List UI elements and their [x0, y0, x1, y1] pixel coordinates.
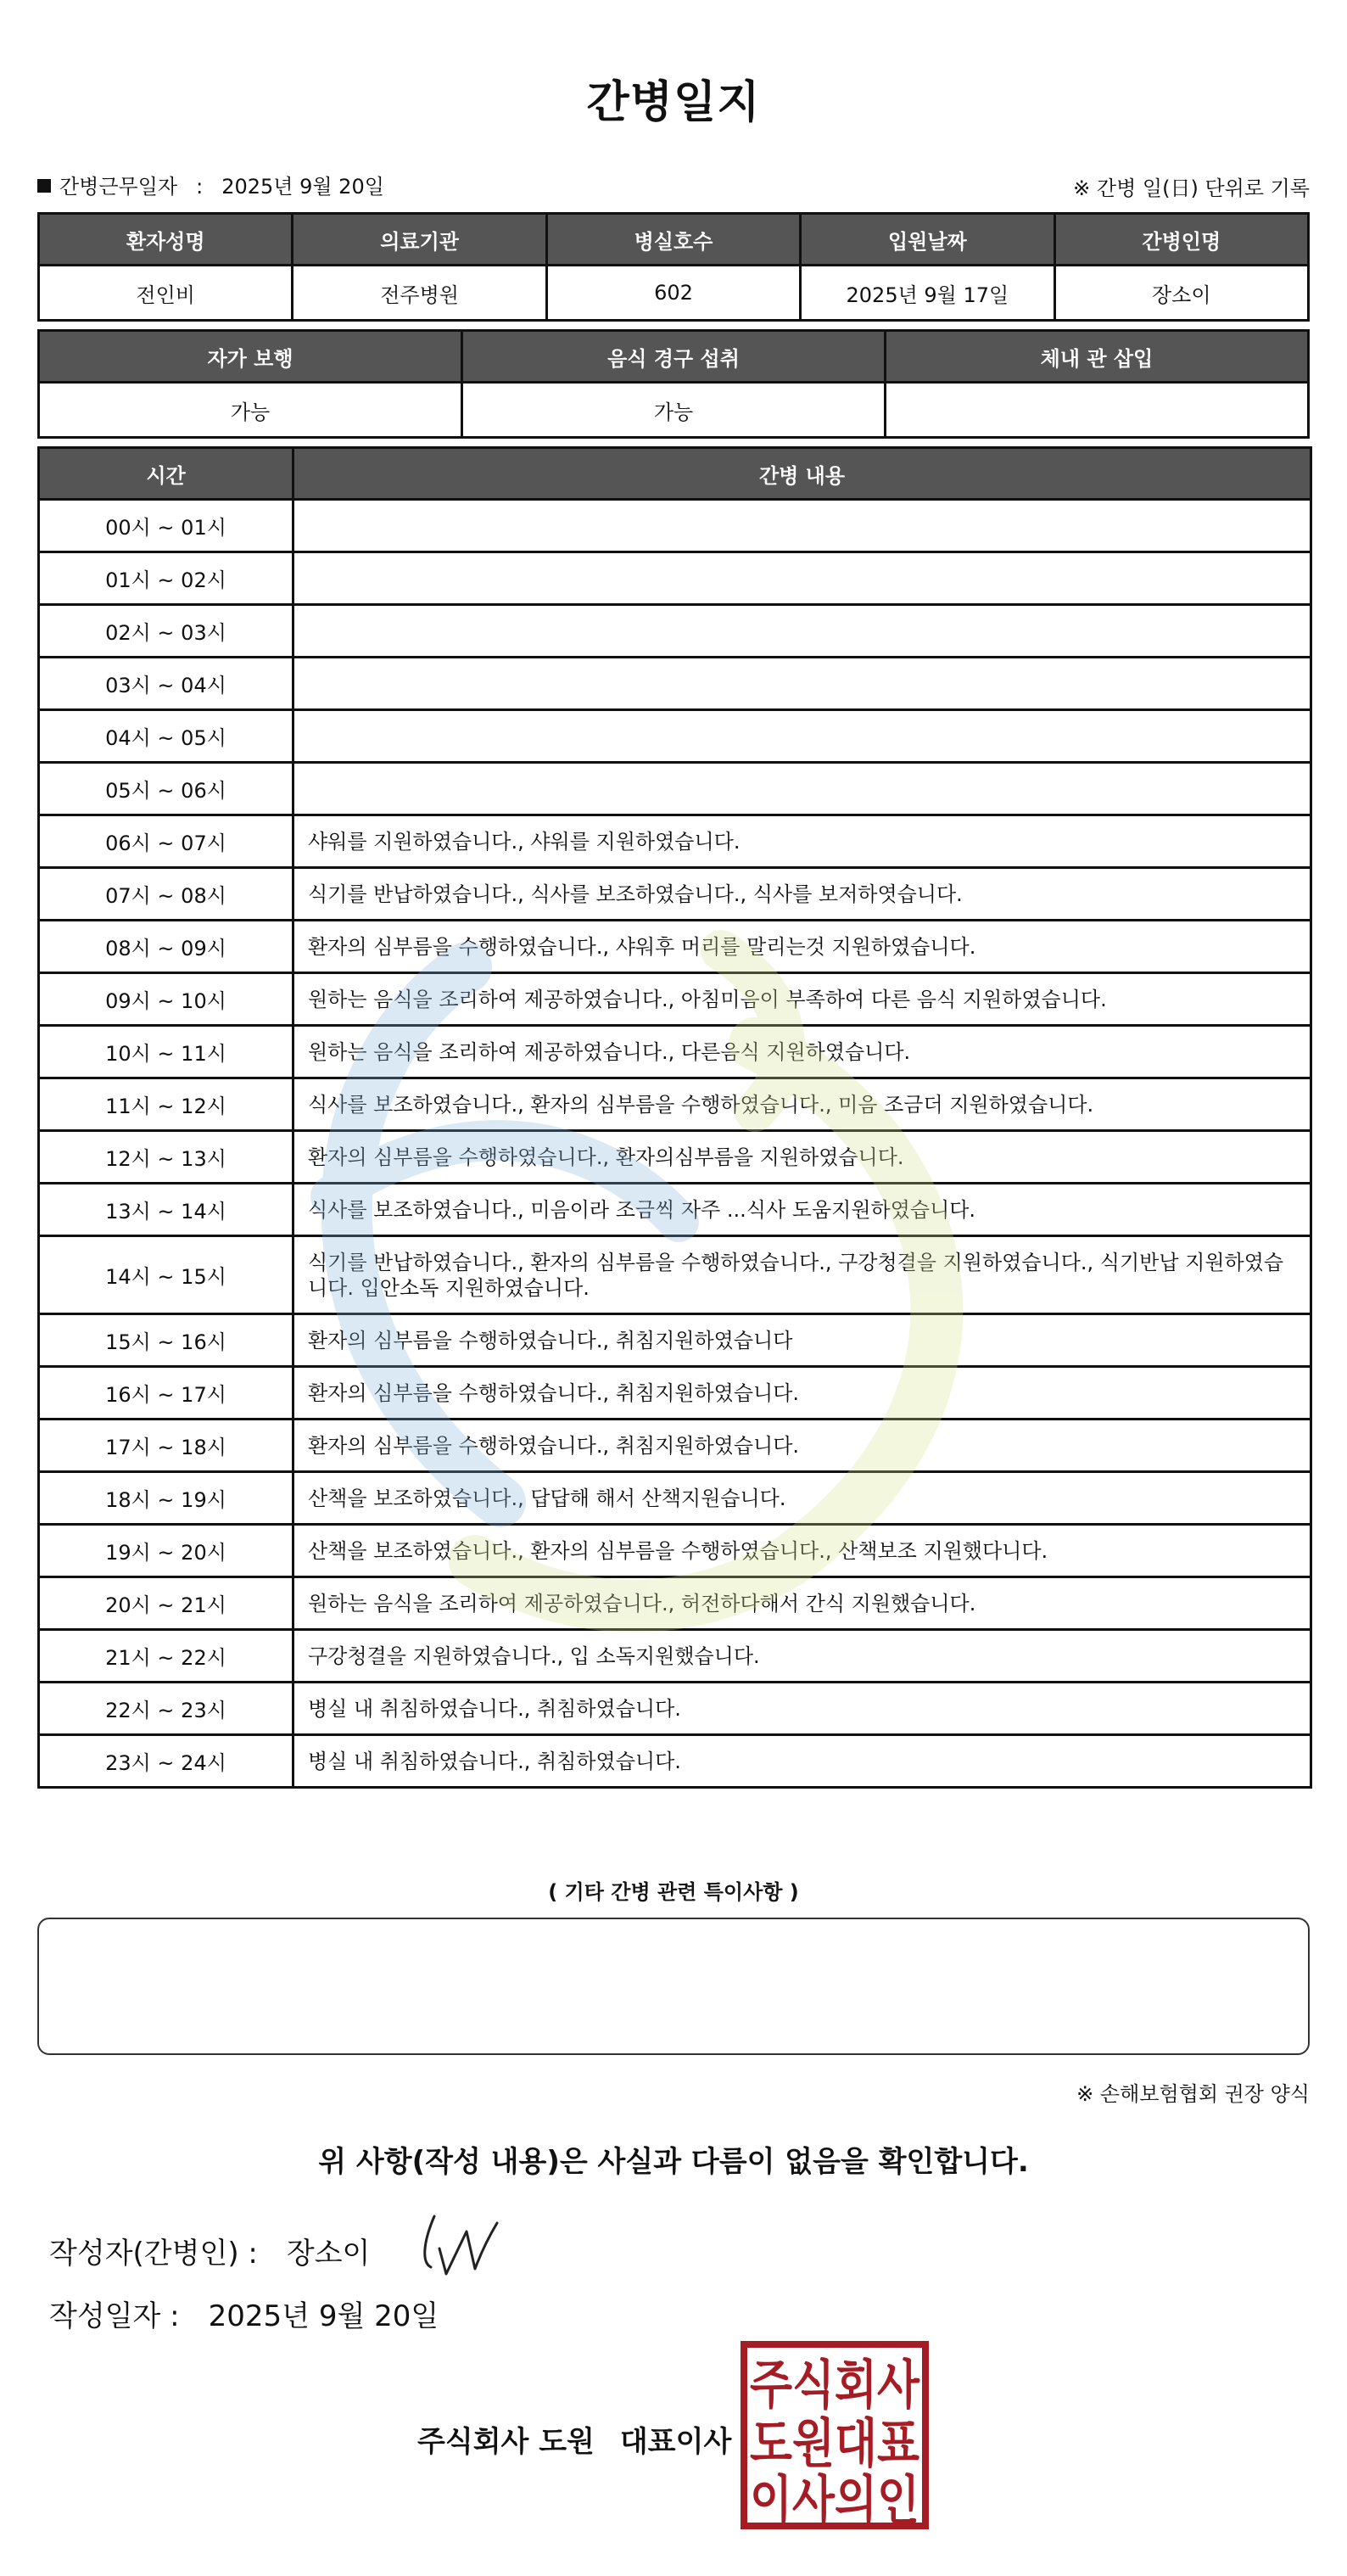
- log-time-cell: 11시 ~ 12시: [39, 1078, 293, 1131]
- log-time-cell: 05시 ~ 06시: [39, 763, 293, 815]
- log-content-cell: 원하는 음식을 조리하여 제공하였습니다., 아침미음이 부족하여 다른 음식 지원하였습니다.: [293, 973, 1311, 1026]
- seal-line-1: 주식회사: [750, 2354, 920, 2416]
- table-row: [39, 658, 1311, 710]
- company-line: [417, 2418, 731, 2460]
- patient-info-table: [37, 212, 1310, 322]
- log-time-cell: 15시 ~ 16시: [39, 1314, 293, 1367]
- log-content-cell: [293, 605, 1311, 658]
- table-row: [39, 1367, 1311, 1420]
- table-row: [39, 1026, 1311, 1078]
- header-tube-insertion: 체내 관 삽입: [886, 331, 1309, 383]
- table-row: [39, 1683, 1311, 1735]
- care-log-body: [39, 500, 1311, 1788]
- unit-note: ※ 간병 일(日) 단위로 기록: [1073, 176, 1310, 200]
- company-title: 대표이사: [619, 2425, 732, 2459]
- log-time-cell: 19시 ~ 20시: [39, 1525, 293, 1577]
- log-content-cell: 식사를 보조하였습니다., 환자의 심부름을 수행하였습니다., 미음 조금더 지원하였습니다.: [293, 1078, 1311, 1131]
- admission-date: 2025년 9월 17일: [801, 266, 1054, 321]
- log-content-cell: 환자의 심부름을 수행하였습니다., 환자의심부름을 지원하였습니다.: [293, 1131, 1311, 1184]
- status-value-row: [39, 383, 1309, 438]
- log-time-cell: 10시 ~ 11시: [39, 1026, 293, 1078]
- writer-name: 장소이: [286, 2237, 371, 2271]
- log-time-cell: 04시 ~ 05시: [39, 710, 293, 763]
- table-row: [39, 1577, 1311, 1630]
- caregiver-name: 장소이: [1054, 266, 1308, 321]
- log-content-cell: 식기를 반납하였습니다., 식사를 보조하였습니다., 식사를 보저하엿습니다.: [293, 868, 1311, 921]
- header-care-content: 간병 내용: [293, 448, 1311, 500]
- log-content-cell: [293, 763, 1311, 815]
- log-time-cell: 14시 ~ 15시: [39, 1236, 293, 1314]
- log-time-cell: 23시 ~ 24시: [39, 1735, 293, 1788]
- log-time-cell: 16시 ~ 17시: [39, 1367, 293, 1420]
- log-time-cell: 17시 ~ 18시: [39, 1420, 293, 1472]
- log-content-cell: 식사를 보조하였습니다., 미음이라 조금씩 자주 ...식사 도움지원하였습니다.: [293, 1184, 1311, 1236]
- log-content-cell: 원하는 음식을 조리하여 제공하였습니다., 허전하다해서 간식 지원했습니다.: [293, 1577, 1311, 1630]
- writer-label: 작성자(간병인) :: [49, 2237, 258, 2271]
- table-row: [39, 815, 1311, 868]
- log-content-cell: [293, 500, 1311, 552]
- written-date-value: 2025년 9월 20일: [208, 2299, 439, 2333]
- table-row: [39, 868, 1311, 921]
- log-time-cell: 12시 ~ 13시: [39, 1131, 293, 1184]
- notes-title: ( 기타 간병 관련 특이사항 ): [548, 1880, 799, 1904]
- header-patient-name: 환자성명: [39, 214, 293, 266]
- log-time-cell: 06시 ~ 07시: [39, 815, 293, 868]
- log-content-cell: 환자의 심부름을 수행하였습니다., 취침지원하였습니다.: [293, 1367, 1311, 1420]
- table-row: [39, 1525, 1311, 1577]
- table-row: [39, 1630, 1311, 1683]
- seal-line-3: 이사의인: [750, 2469, 919, 2531]
- work-date-value: 2025년 9월 20일: [221, 175, 384, 199]
- tube-insertion-value: [886, 383, 1309, 438]
- header-caregiver-name: 간병인명: [1054, 214, 1308, 266]
- log-time-cell: 09시 ~ 10시: [39, 973, 293, 1026]
- log-time-cell: 01시 ~ 02시: [39, 552, 293, 605]
- log-time-cell: 07시 ~ 08시: [39, 868, 293, 921]
- log-time-cell: 22시 ~ 23시: [39, 1683, 293, 1735]
- log-content-cell: 환자의 심부름을 수행하였습니다., 샤워후 머리를 말리는것 지원하였습니다.: [293, 921, 1311, 973]
- writer-line: [49, 2230, 370, 2271]
- log-content-cell: 산책을 보조하였습니다., 답답해 해서 산책지원습니다.: [293, 1472, 1311, 1525]
- signature-icon: [416, 2206, 509, 2282]
- hospital-name: 전주병원: [293, 266, 546, 321]
- room-number: 602: [546, 266, 800, 321]
- log-time-cell: 20시 ~ 21시: [39, 1577, 293, 1630]
- self-walking-value: 가능: [39, 383, 462, 438]
- written-date-label: 작성일자 :: [49, 2299, 180, 2333]
- work-date-line: [37, 170, 384, 199]
- recommend-note: ※ 손해보험협회 권장 양식: [1076, 2082, 1310, 2106]
- patient-status-table: [37, 329, 1310, 439]
- log-content-cell: [293, 552, 1311, 605]
- notes-box: [37, 1918, 1310, 2055]
- log-content-cell: [293, 710, 1311, 763]
- table-row: [39, 500, 1311, 552]
- care-log-table: [37, 446, 1312, 1789]
- header-admission-date: 입원날짜: [801, 214, 1054, 266]
- log-time-cell: 21시 ~ 22시: [39, 1630, 293, 1683]
- patient-info-value-row: [39, 266, 1309, 321]
- log-time-cell: 02시 ~ 03시: [39, 605, 293, 658]
- table-row: [39, 1236, 1311, 1314]
- header-oral-intake: 음식 경구 섭취: [462, 331, 886, 383]
- log-content-cell: 환자의 심부름을 수행하였습니다., 취침지원하였습니다.: [293, 1420, 1311, 1472]
- log-time-cell: 08시 ~ 09시: [39, 921, 293, 973]
- log-content-cell: 샤워를 지원하였습니다., 샤워를 지원하였습니다.: [293, 815, 1311, 868]
- table-row: [39, 605, 1311, 658]
- log-content-cell: 병실 내 취침하였습니다., 취침하였습니다.: [293, 1683, 1311, 1735]
- log-time-cell: 00시 ~ 01시: [39, 500, 293, 552]
- company-seal-stamp: [740, 2340, 930, 2530]
- table-row: [39, 1735, 1311, 1788]
- patient-info-header-row: [39, 214, 1309, 266]
- table-row: [39, 1472, 1311, 1525]
- header-self-walking: 자가 보행: [39, 331, 462, 383]
- table-row: [39, 921, 1311, 973]
- company-name: 주식회사 도원: [417, 2425, 595, 2459]
- patient-name: 전인비: [39, 266, 293, 321]
- table-row: [39, 710, 1311, 763]
- confirmation-statement: 위 사항(작성 내용)은 사실과 다름이 없음을 확인합니다.: [318, 2145, 1029, 2179]
- document-title: 간병일지: [586, 77, 761, 128]
- log-content-cell: 환자의 심부름을 수행하였습니다., 취침지원하였습니다: [293, 1314, 1311, 1367]
- oral-intake-value: 가능: [462, 383, 886, 438]
- header-hospital: 의료기관: [293, 214, 546, 266]
- log-time-cell: 18시 ~ 19시: [39, 1472, 293, 1525]
- work-date-label: 간병근무일자: [59, 175, 178, 199]
- table-row: [39, 1184, 1311, 1236]
- header-time: 시간: [39, 448, 293, 500]
- square-bullet-icon: [37, 179, 51, 193]
- status-header-row: [39, 331, 1309, 383]
- log-time-cell: 13시 ~ 14시: [39, 1184, 293, 1236]
- care-log-header-row: [39, 448, 1311, 500]
- table-row: [39, 1131, 1311, 1184]
- header-room: 병실호수: [546, 214, 800, 266]
- table-row: [39, 1420, 1311, 1472]
- log-content-cell: 식기를 반납하였습니다., 환자의 심부름을 수행하였습니다., 구강청결을 지원하였습니다., 식기반납 지원하였습니다. 입안소독 지원하였습니다.: [293, 1236, 1311, 1314]
- log-content-cell: 산책을 보조하였습니다., 환자의 심부름을 수행하였습니다., 산책보조 지원했다니다.: [293, 1525, 1311, 1577]
- table-row: [39, 1078, 1311, 1131]
- log-content-cell: 병실 내 취침하였습니다., 취침하였습니다.: [293, 1735, 1311, 1788]
- log-content-cell: [293, 658, 1311, 710]
- work-date-separator: :: [196, 175, 204, 199]
- seal-line-2: 도원대표: [750, 2412, 920, 2474]
- log-time-cell: 03시 ~ 04시: [39, 658, 293, 710]
- table-row: [39, 763, 1311, 815]
- log-content-cell: 구강청결을 지원하였습니다., 입 소독지원했습니다.: [293, 1630, 1311, 1683]
- log-content-cell: 원하는 음식을 조리하여 제공하였습니다., 다른음식 지원하였습니다.: [293, 1026, 1311, 1078]
- table-row: [39, 552, 1311, 605]
- written-date-line: [49, 2293, 439, 2334]
- table-row: [39, 1314, 1311, 1367]
- table-row: [39, 973, 1311, 1026]
